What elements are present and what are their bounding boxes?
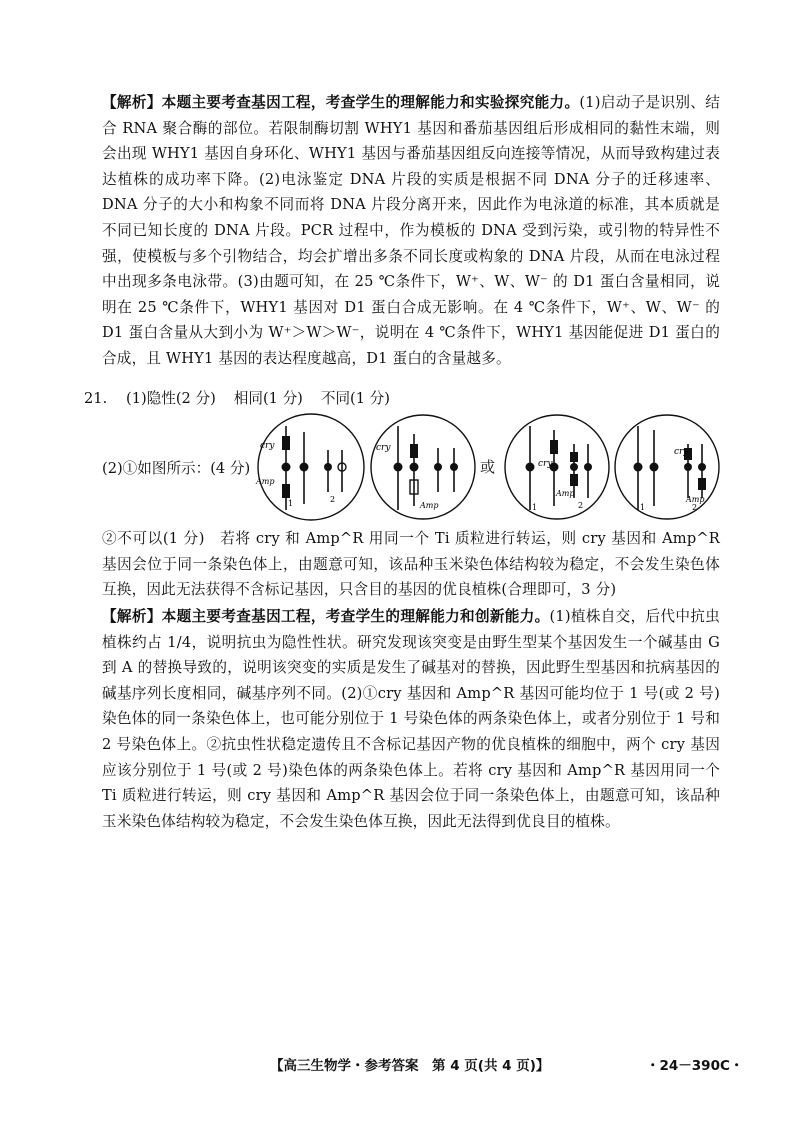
footer-page-info: 【高三生物学・参考答案 第 4 页(共 4 页)】 xyxy=(270,1058,550,1074)
analysis-paragraph-1 xyxy=(102,90,720,372)
answer-different: 不同(1 分) xyxy=(320,390,390,407)
amp-label: Amp xyxy=(256,477,275,486)
question-number: 21. xyxy=(84,390,108,407)
answer-recessive: (1)隐性(2 分) xyxy=(126,390,216,407)
analysis-heading-1: 【解析】本题主要考查基因工程，考查学生的理解能力和实验探究能力。 xyxy=(102,94,580,111)
chrom-2-label-3: 2 xyxy=(578,501,584,510)
cell-diagram-2 xyxy=(368,412,478,522)
chrom-1-label-4: 1 xyxy=(640,503,646,512)
cell-diagram-4 xyxy=(612,412,722,522)
footer-code: ・24－390C・ xyxy=(646,1058,744,1074)
cry-label: cry xyxy=(260,441,275,451)
cry-label-4: cry xyxy=(674,447,689,457)
analysis-body-2: (1)植株自交，后代中抗虫植株约占 1/4，说明抗虫为隐性性状。研究发现该突变是由野生型某个基因发生一个碱基由 G 到 A 的替换导致的，说明该突变的实质是发生了碱基对的替换，因此野生型基因和抗病基因的碱基序列长度相同，碱基序列不同。(2)①cry 基因和 Amp^R 基因可能均位于 1 号(或 2 号)染色体的同一条染色体上，也可能分别位于 1 号染色体的两条染色体上，或者分别位于 1 号和 2 号染色体上。②抗虫性状稳定遗传且不含标记基因产物的优良植株的细胞中，两个 cry 基因应该分别位于 1 号(或 2 号)染色体的两条染色体上。若将 cry 基因和 Amp^R 基因用同一个 Ti 质粒进行转运，则 cry 基因和 Amp^R 基因会位于同一条染色体上，由题意可知，该品种玉米染色体结构较为稳定，不会发生染色体互换，因此无法得到优良目的植株。 xyxy=(102,608,720,830)
amp-label-2: Amp xyxy=(420,501,439,510)
analysis-body-1: (1)启动子是识别、结合 RNA 聚合酶的部位。若限制酶切割 WHY1 基因和番茄基因组后形成相同的黏性末端，则会出现 WHY1 基因自身环化、WHY1 基因与番茄基因组反向连接等情况，从而导致构建过表达植株的成功率下降。(2)电泳鉴定 DNA 片段的实质是根据不同 DNA 分子的迁移速率、DNA 分子的大小和构象不同而将 DNA 片段分离开来，因此作为电泳道的标准，其本质就是不同已知长度的 DNA 片段。PCR 过程中，作为模板的 DNA 受到污染，或引物的特异性不强，使模板与多个引物结合，均会扩增出多条不同长度或构象的 DNA 片段，从而在电泳过程中出现多条电泳带。(3)由题可知，在 25 ℃条件下，W⁺、W、W⁻ 的 D1 蛋白含量相同，说明在 25 ℃条件下，WHY1 基因对 D1 蛋白合成无影响。在 4 ℃条件下，W⁺、W、W⁻ 的 D1 蛋白含量从大到小为 W⁺＞W＞W⁻，说明在 4 ℃条件下，WHY1 基因能促进 D1 蛋白的合成，且 WHY1 基因的表达程度越高，D1 蛋白的含量越多。 xyxy=(102,94,721,367)
chrom-1-label-3: 1 xyxy=(532,503,538,512)
figure-label: (2)①如图所示：(4 分) xyxy=(102,460,251,477)
chrom-2-label: 2 xyxy=(330,495,336,504)
question-21-part2-answer: ②不可以(1 分) 若将 cry 和 Amp^R 用同一个 Ti 质粒进行转运，则 cry 基因和 Amp^R 基因会位于同一条染色体上，由题意可知，该品种玉米染色体结构较为稳定，不会发生染色体互换，因此无法获得不含标记基因，只含目的基因的优良植株(合理即可，3 分) xyxy=(102,530,720,599)
amp-label-4: Amp xyxy=(686,495,705,504)
chrom-2-label-4: 2 xyxy=(692,503,698,512)
analysis-heading-2: 【解析】本题主要考查基因工程，考查学生的理解能力和创新能力。 xyxy=(102,608,550,625)
analysis-paragraph-2 xyxy=(102,604,720,834)
cell-diagram-1 xyxy=(252,412,370,522)
cell-diagram-3 xyxy=(502,412,612,522)
answer-same: 相同(1 分) xyxy=(233,390,303,407)
chrom-1-label: 1 xyxy=(288,499,294,508)
cry-label-3: cry xyxy=(538,459,553,469)
question-21-part1 xyxy=(84,386,408,411)
amp-label-3: Amp xyxy=(556,489,575,498)
or-text: 或 xyxy=(480,458,496,476)
cry-label-2: cry xyxy=(376,443,391,453)
